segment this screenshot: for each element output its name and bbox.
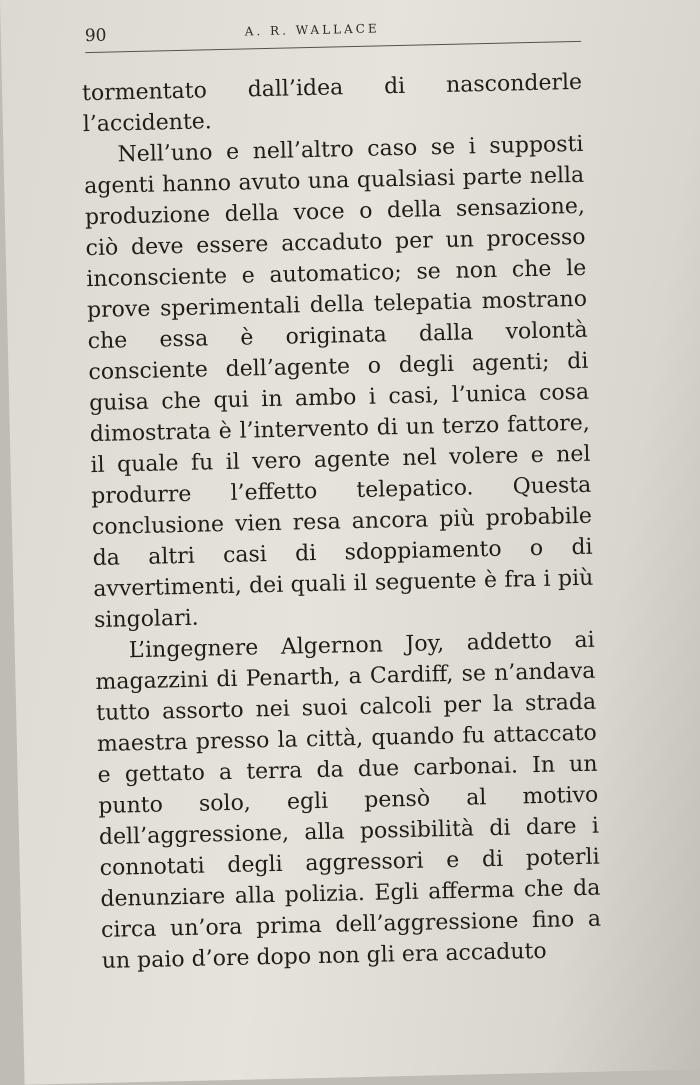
page-number: 90 [84, 25, 107, 47]
paragraph-continuation: tormentato dall’idea di nasconderle l’accidente. [81, 69, 583, 138]
body-text [82, 67, 602, 977]
running-head [85, 15, 581, 53]
paragraph: Nell’uno e nell’altro caso se i supposti agenti hanno avuto una qualsiasi parte nella produzione della voce o della sensazione, ciò deve essere accaduto per un processo inconsciente e automatico; se non che le prove sperimentali della telepatia mostrano che essa è originata dalla volontà consciente dell’agente o degli agenti; di guisa che qui in ambo i casi, l’unica cosa dimostrata è l’intervento di un terzo fattore, il quale fu il vero agente nel volere e nel produrre l’effetto telepatico. Questa conclusione vien resa ancora più probabile da altri casi di sdoppiamento o di avvertimenti, dei quali il seguente è fra i più singolari. [83, 131, 594, 634]
paragraph: L’ingegnere Algernon Joy, addetto ai magazzini di Penarth, a Cardiff, se n’andava tutto assorto nei suoi calcoli per la strada maestra presso la città, quando fu attaccato e gettato a terra da due carbonai. In un punto solo, egli pensò al motivo dell’aggressione, alla possibilità di dare i connotati degli aggressori e di poterli denunziare alla polizia. Egli afferma che da circa un’ora prima dell’aggressione fino a un paio d’ore dopo non gli era accaduto [95, 627, 602, 974]
running-head-author: A. R. WALLACE [244, 21, 380, 39]
